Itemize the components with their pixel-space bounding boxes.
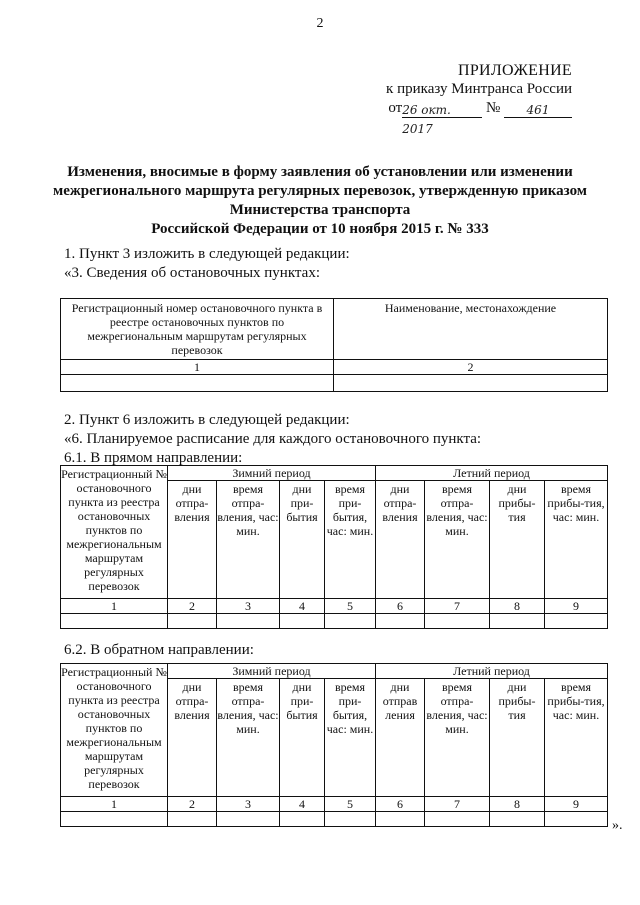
date-prefix: от xyxy=(388,100,403,116)
backward-col-number: 6 xyxy=(376,797,425,812)
backward-col-number: 2 xyxy=(168,797,217,812)
stops-col-number: 1 xyxy=(61,360,334,375)
backward-col-header: дни при-бытия xyxy=(280,679,325,797)
backward-col-number: 5 xyxy=(325,797,376,812)
forward-empty-cell xyxy=(61,614,168,629)
backward-col-number: 3 xyxy=(217,797,280,812)
appendix-date-line xyxy=(386,99,572,136)
stops-table xyxy=(60,298,608,392)
forward-col-number: 2 xyxy=(168,599,217,614)
item-6-quote: «6. Планируемое расписание для каждого остановочного пункта: xyxy=(64,431,482,447)
forward-empty-cell xyxy=(425,614,490,629)
forward-empty-cell xyxy=(280,614,325,629)
backward-empty-cell xyxy=(217,812,280,827)
subsection-6-1-title: 6.1. В прямом направлении: xyxy=(64,450,243,466)
backward-empty-cell xyxy=(325,812,376,827)
forward-col-number: 1 xyxy=(61,599,168,614)
subsection-6-2-title: 6.2. В обратном направлении: xyxy=(64,642,254,658)
forward-col-header: время при-бытия, час: мин. xyxy=(325,481,376,599)
forward-registration-header: Регистрационный № остановочного пункта из реестра остановочных пунктов по межрегиональным маршрутам регулярных перевозок xyxy=(61,466,168,599)
forward-col-number: 5 xyxy=(325,599,376,614)
backward-col-number: 4 xyxy=(280,797,325,812)
forward-col-number: 3 xyxy=(217,599,280,614)
backward-col-header: время при-бытия, час: мин. xyxy=(325,679,376,797)
document-heading xyxy=(40,163,600,239)
backward-col-header: время отпра-вления, час: мин. xyxy=(217,679,280,797)
forward-col-header: дни прибы-тия xyxy=(490,481,545,599)
forward-col-header: время отпра-вления, час: мин. xyxy=(217,481,280,599)
handwritten-number: 461 xyxy=(504,101,572,118)
stops-col-registration-header: Регистрационный номер остановочного пункта в реестре остановочных пунктов по межрегиональным маршрутам регулярных перевозок xyxy=(61,299,334,360)
forward-summer-header: Летний период xyxy=(376,466,608,481)
stops-empty-cell xyxy=(334,375,608,392)
backward-winter-header: Зимний период xyxy=(168,664,376,679)
appendix-title: ПРИЛОЖЕНИЕ xyxy=(457,62,572,79)
backward-col-header: время отпра-вления, час: мин. xyxy=(425,679,490,797)
appendix-block xyxy=(386,61,572,136)
heading-line-2: межрегионального маршрута регулярных перевозок, утвержденную приказом xyxy=(52,183,588,199)
forward-col-header: время прибы-тия, час: мин. xyxy=(545,481,608,599)
forward-col-number: 4 xyxy=(280,599,325,614)
forward-empty-cell xyxy=(168,614,217,629)
heading-line-4: Российской Федерации от 10 ноября 2015 г. № 333 xyxy=(151,221,489,237)
item-2-intro: 2. Пункт 6 изложить в следующей редакции: xyxy=(64,412,350,428)
closing-quote: ». xyxy=(612,818,623,833)
forward-col-number: 7 xyxy=(425,599,490,614)
forward-col-header: время отпра-вления, час: мин. xyxy=(425,481,490,599)
backward-col-header: дни прибы-тия xyxy=(490,679,545,797)
backward-empty-cell xyxy=(376,812,425,827)
forward-empty-cell xyxy=(490,614,545,629)
backward-empty-cell xyxy=(168,812,217,827)
heading-line-3: Министерства транспорта xyxy=(229,202,411,218)
backward-empty-cell xyxy=(545,812,608,827)
forward-empty-cell xyxy=(217,614,280,629)
backward-col-number: 8 xyxy=(490,797,545,812)
forward-col-header: дни отпра-вления xyxy=(168,481,217,599)
backward-col-header: дни отпра-вления xyxy=(168,679,217,797)
forward-col-header: дни при-бытия xyxy=(280,481,325,599)
backward-registration-header: Регистрационный № остановочного пункта из реестра остановочных пунктов по межрегиональным маршрутам регулярных перевозок xyxy=(61,664,168,797)
stops-col-number: 2 xyxy=(334,360,608,375)
forward-col-header: дни отпра-вления xyxy=(376,481,425,599)
forward-empty-cell xyxy=(325,614,376,629)
handwritten-date: 26 окт. 2017 xyxy=(402,101,482,118)
item-3-quote: «3. Сведения об остановочных пунктах: xyxy=(64,265,320,281)
backward-col-header: время прибы-тия, час: мин. xyxy=(545,679,608,797)
stops-empty-cell xyxy=(61,375,334,392)
schedule-backward-table xyxy=(60,663,608,827)
backward-col-header: дни отправ ления xyxy=(376,679,425,797)
number-sign: № xyxy=(485,100,501,116)
forward-col-number: 8 xyxy=(490,599,545,614)
schedule-forward-table xyxy=(60,465,608,629)
forward-winter-header: Зимний период xyxy=(168,466,376,481)
stops-col-name-header: Наименование, местонахождение xyxy=(334,299,608,360)
forward-empty-cell xyxy=(376,614,425,629)
page-number: 2 xyxy=(316,16,324,31)
backward-col-number: 1 xyxy=(61,797,168,812)
backward-empty-cell xyxy=(280,812,325,827)
forward-col-number: 6 xyxy=(376,599,425,614)
forward-empty-cell xyxy=(545,614,608,629)
item-1-intro: 1. Пункт 3 изложить в следующей редакции: xyxy=(64,246,350,262)
backward-col-number: 7 xyxy=(425,797,490,812)
forward-col-number: 9 xyxy=(545,599,608,614)
backward-empty-cell xyxy=(490,812,545,827)
backward-empty-cell xyxy=(61,812,168,827)
heading-line-1: Изменения, вносимые в форму заявления об установлении или изменении xyxy=(67,164,573,180)
backward-col-number: 9 xyxy=(545,797,608,812)
backward-summer-header: Летний период xyxy=(376,664,608,679)
appendix-order-ref: к приказу Минтранса России xyxy=(386,81,572,97)
backward-empty-cell xyxy=(425,812,490,827)
